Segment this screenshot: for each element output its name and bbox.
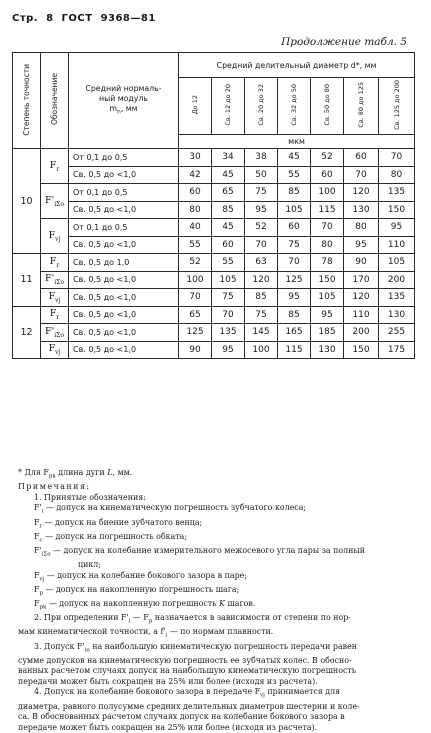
value-cell: 70 <box>245 236 278 254</box>
value-cell: 70 <box>344 166 379 184</box>
standard-number: 9368—81 <box>100 13 156 24</box>
value-cell: 65 <box>212 184 245 202</box>
header-diameter: Средний делительный диаметр d*, мм <box>179 53 415 78</box>
module-range-cell: От 0,1 до 0,5 <box>69 184 179 202</box>
note-4d: передаче может быть сокращен на 25% или более (исходя из расчета). <box>18 722 318 732</box>
value-cell: 70 <box>179 289 212 307</box>
value-cell: 120 <box>344 289 379 307</box>
value-cell: 200 <box>379 271 415 289</box>
module-range-cell: Св. 0,5 до <1,0 <box>69 271 179 289</box>
value-cell: 55 <box>278 166 311 184</box>
value-cell: 70 <box>311 219 344 237</box>
value-cell: 55 <box>179 236 212 254</box>
note-4c: са. В обоснованных расчетом случаях допуск на колебание бокового зазора в <box>18 712 345 722</box>
value-cell: 52 <box>245 219 278 237</box>
value-cell: 150 <box>311 271 344 289</box>
value-cell: 80 <box>311 236 344 254</box>
value-cell: 80 <box>179 201 212 219</box>
value-cell: 60 <box>212 236 245 254</box>
value-cell: 135 <box>379 289 415 307</box>
value-cell: 85 <box>278 306 311 324</box>
value-cell: 60 <box>278 219 311 237</box>
module-range-cell: От 0,1 до 0,5 <box>69 149 179 167</box>
note-def-4b: цикл; <box>78 560 101 570</box>
note-3c: ванных расчетом случаях допуск на наибольшую кинематическую погрешность <box>18 666 357 676</box>
header-symbol: Обозначение <box>41 53 69 149</box>
module-range-cell: Св. 0,5 до <1,0 <box>69 236 179 254</box>
page-header <box>12 13 160 24</box>
value-cell: 110 <box>379 236 415 254</box>
value-cell: 170 <box>344 271 379 289</box>
value-cell: 105 <box>311 289 344 307</box>
degree-cell: 11 <box>13 254 41 307</box>
value-cell: 125 <box>278 271 311 289</box>
value-cell: 95 <box>245 201 278 219</box>
notes-block <box>18 468 418 733</box>
value-cell: 75 <box>278 236 311 254</box>
diam-col-3: Св. 32 до 50 <box>278 78 311 135</box>
value-cell: 45 <box>278 149 311 167</box>
table-row <box>13 166 415 184</box>
note-2b: мам кинематической точности, а $f'_i$ — по нормам плавности. <box>18 627 274 639</box>
value-cell: 38 <box>245 149 278 167</box>
note-def-2: $F_r$ — допуск на биение зубчатого венца; <box>34 517 203 530</box>
value-cell: 95 <box>379 219 415 237</box>
degree-cell: 12 <box>13 306 41 359</box>
value-cell: 40 <box>179 219 212 237</box>
value-cell: 150 <box>344 341 379 359</box>
module-range-cell: Св. 0,5 до 1,0 <box>69 254 179 272</box>
tolerance-table <box>12 52 415 359</box>
value-cell: 175 <box>379 341 415 359</box>
note-4a: 4. Допуск на колебание бокового зазора в передаче $F_{vj}$ принимается для <box>34 687 341 700</box>
footnote: * Для $F_{pk}$ длина дуги L, мм. <box>18 468 133 480</box>
note-def-5: $F_{vj}$ — допуск на колебание бокового зазора в паре; <box>34 570 247 583</box>
value-cell: 65 <box>179 306 212 324</box>
value-cell: 105 <box>212 271 245 289</box>
note-4b: диаметра, равного полусумме средних делительных диаметров шестерни и коле- <box>18 701 360 711</box>
symbol-cell: $F_{vj}$ <box>41 341 69 359</box>
value-cell: 120 <box>245 271 278 289</box>
value-cell: 115 <box>311 201 344 219</box>
value-cell: 95 <box>311 306 344 324</box>
diam-col-6: Св. 125 до 200 <box>379 78 415 135</box>
header-degree: Степень точности <box>13 53 41 149</box>
table-row <box>13 306 415 324</box>
table-row <box>13 324 415 342</box>
value-cell: 100 <box>245 341 278 359</box>
value-cell: 63 <box>245 254 278 272</box>
value-cell: 85 <box>245 289 278 307</box>
table-row <box>13 341 415 359</box>
standard-label: ГОСТ <box>61 13 93 24</box>
module-range-cell: Св. 0,5 до <1,0 <box>69 306 179 324</box>
value-cell: 80 <box>344 219 379 237</box>
table-row <box>13 219 415 237</box>
module-range-cell: Св. 0,5 до <1,0 <box>69 166 179 184</box>
value-cell: 75 <box>245 306 278 324</box>
diam-col-5: Св. 80 до 125 <box>344 78 379 135</box>
value-cell: 50 <box>245 166 278 184</box>
unit-row: мкм <box>179 135 415 149</box>
value-cell: 130 <box>379 306 415 324</box>
value-cell: 34 <box>212 149 245 167</box>
value-cell: 95 <box>344 236 379 254</box>
value-cell: 90 <box>179 341 212 359</box>
value-cell: 42 <box>179 166 212 184</box>
value-cell: 130 <box>311 341 344 359</box>
module-range-cell: Св. 0,5 до <1,0 <box>69 289 179 307</box>
value-cell: 105 <box>379 254 415 272</box>
value-cell: 130 <box>344 201 379 219</box>
symbol-cell: $F_{vj}$ <box>41 219 69 254</box>
value-cell: 200 <box>344 324 379 342</box>
module-range-cell: Св. 0,5 до <1,0 <box>69 201 179 219</box>
note-2a: 2. При определении $F'_i$ — $F_p$ назначается в зависимости от степени по нор- <box>34 613 351 625</box>
value-cell: 45 <box>212 219 245 237</box>
table-continuation-title: Продолжение табл. 5 <box>281 36 407 48</box>
note-1: 1. Принятые обозначения: <box>34 492 146 502</box>
value-cell: 95 <box>278 289 311 307</box>
value-cell: 75 <box>245 184 278 202</box>
note-3d: передачи может быть сокращен на 25% или более (исходя из расчета). <box>18 676 318 686</box>
note-def-4: $F'_{i\Sigma o}$ — допуск на колебание измерительного межосевого угла пары за полный <box>34 545 365 558</box>
table-row <box>13 271 415 289</box>
symbol-cell: $F_r$ <box>41 306 69 324</box>
note-def-3: $F_c$ — допуск на погрешность обката; <box>34 531 187 544</box>
value-cell: 100 <box>179 271 212 289</box>
value-cell: 45 <box>212 166 245 184</box>
value-cell: 115 <box>278 341 311 359</box>
note-def-6: $F_p$ — допуск на накопленную погрешность шага; <box>34 584 240 597</box>
table-row <box>13 201 415 219</box>
value-cell: 75 <box>212 289 245 307</box>
degree-cell: 10 <box>13 149 41 254</box>
value-cell: 85 <box>212 201 245 219</box>
header-module: Средний нормаль- ный модуль $m_n$, мм <box>69 53 179 149</box>
table-row <box>13 236 415 254</box>
note-def-1: $F'_i$ — допуск на кинематическую погрешность зубчатого колеса; <box>34 503 307 515</box>
value-cell: 30 <box>179 149 212 167</box>
table-row <box>13 254 415 272</box>
diam-col-2: Св. 20 до 32 <box>245 78 278 135</box>
value-cell: 135 <box>379 184 415 202</box>
diam-col-0: До 12 <box>179 78 212 135</box>
module-range-cell: Св. 0,5 до <1,0 <box>69 324 179 342</box>
value-cell: 150 <box>379 201 415 219</box>
value-cell: 60 <box>179 184 212 202</box>
page-label: Стр. <box>12 13 39 24</box>
symbol-cell: $F'_{i\Sigma o}$ <box>41 324 69 342</box>
notes-title: Примечания: <box>18 482 91 492</box>
value-cell: 52 <box>179 254 212 272</box>
table-row <box>13 149 415 167</box>
value-cell: 165 <box>278 324 311 342</box>
value-cell: 185 <box>311 324 344 342</box>
value-cell: 60 <box>311 166 344 184</box>
value-cell: 90 <box>344 254 379 272</box>
value-cell: 125 <box>179 324 212 342</box>
value-cell: 255 <box>379 324 415 342</box>
value-cell: 70 <box>212 306 245 324</box>
value-cell: 100 <box>311 184 344 202</box>
value-cell: 70 <box>278 254 311 272</box>
value-cell: 135 <box>212 324 245 342</box>
value-cell: 110 <box>344 306 379 324</box>
module-range-cell: От 0,1 до 0,5 <box>69 219 179 237</box>
value-cell: 70 <box>379 149 415 167</box>
symbol-cell: $F_r$ <box>41 254 69 272</box>
note-3b: сумме допусков на кинематическую погрешность ее зубчатых колес. В обосно- <box>18 655 352 665</box>
value-cell: 145 <box>245 324 278 342</box>
table-body <box>13 149 415 359</box>
diam-col-1: Св. 12 до 20 <box>212 78 245 135</box>
table-row <box>13 184 415 202</box>
symbol-cell: $F_{vj}$ <box>41 289 69 307</box>
table-row <box>13 289 415 307</box>
value-cell: 95 <box>212 341 245 359</box>
note-def-7: $F_{pk}$ — допуск на накопленную погрешность K шагов. <box>34 598 256 611</box>
page-number: 8 <box>46 13 54 24</box>
value-cell: 52 <box>311 149 344 167</box>
symbol-cell: $F'_{i\Sigma o}$ <box>41 271 69 289</box>
value-cell: 55 <box>212 254 245 272</box>
value-cell: 78 <box>311 254 344 272</box>
value-cell: 85 <box>278 184 311 202</box>
value-cell: 120 <box>344 184 379 202</box>
symbol-cell: $F'_{i\Sigma o}$ <box>41 184 69 219</box>
value-cell: 105 <box>278 201 311 219</box>
module-range-cell: Св. 0,5 до <1,0 <box>69 341 179 359</box>
diam-col-4: Св. 50 до 80 <box>311 78 344 135</box>
value-cell: 80 <box>379 166 415 184</box>
note-3a: 3. Допуск $F'_{io}$ на наибольшую кинематическую погрешность передачи равен <box>34 641 358 654</box>
symbol-cell: $F_r$ <box>41 149 69 184</box>
value-cell: 60 <box>344 149 379 167</box>
